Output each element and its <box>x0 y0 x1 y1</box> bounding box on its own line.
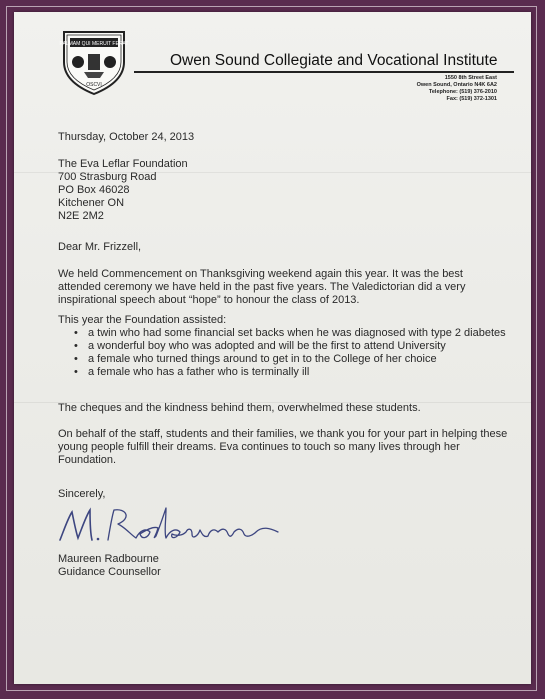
address-line: 1550 8th Street East <box>444 75 497 81</box>
list-item <box>58 340 508 353</box>
bullet-icon: • <box>74 366 78 378</box>
address-line: Owen Sound, Ontario N4K 6A2 <box>416 82 497 88</box>
list-item-text: a wonderful boy who was adopted and will be the first to attend University <box>88 340 446 352</box>
list-item <box>58 353 508 366</box>
recipient-line: N2E 2M2 <box>58 210 104 222</box>
recipient-address <box>58 158 508 223</box>
letterhead-rule <box>134 71 514 73</box>
paragraph: On behalf of the staff, students and their families, we thank you for your part in helping these young people fulfill their dreams. Eva continues to touch so many lives through her Foundation. <box>58 428 508 466</box>
list-item-text: a female who has a father who is terminally ill <box>88 366 310 378</box>
telephone: Telephone: (519) 376-2010 <box>428 89 497 95</box>
recipient-line: PO Box 46028 <box>58 184 130 196</box>
paragraph: The cheques and the kindness behind them, overwhelmed these students. <box>58 402 421 414</box>
bullet-icon: • <box>74 340 78 352</box>
letter-date: Thursday, October 24, 2013 <box>58 131 195 143</box>
list-item <box>58 327 508 340</box>
recipient-line: 700 Strasburg Road <box>58 171 157 183</box>
signer-name: Maureen Radbourne <box>58 553 159 565</box>
assisted-list <box>58 327 508 379</box>
fax: Fax: (519) 372-1301 <box>446 96 497 102</box>
letter-page <box>14 12 531 684</box>
crest-motto: PALMAM QUI MERUIT FERAT <box>59 41 129 47</box>
list-item-text: a twin who had some financial set backs when he was diagnosed with type 2 diabetes <box>88 327 506 339</box>
recipient-line: The Eva Leflar Foundation <box>58 158 188 170</box>
school-crest-icon <box>58 26 130 96</box>
list-item-text: a female who turned things around to get in to the College of her choice <box>88 353 437 365</box>
bullet-icon: • <box>74 327 78 339</box>
school-name: Owen Sound Collegiate and Vocational Institute <box>170 52 498 69</box>
crest-initials: OSCVI <box>86 82 102 88</box>
recipient-line: Kitchener ON <box>58 197 125 209</box>
signer-title: Guidance Counsellor <box>58 566 161 578</box>
handwritten-signature <box>56 500 296 546</box>
assist-intro: This year the Foundation assisted: <box>58 314 227 326</box>
list-item <box>58 366 508 379</box>
bullet-icon: • <box>74 353 78 365</box>
paragraph: We held Commencement on Thanksgiving weekend again this year. It was the best attended ceremony we have held in the past five years. The Valedictorian did a very inspirational speech about “hope” to honour the class of 2013. <box>58 268 466 306</box>
school-address <box>417 75 497 103</box>
salutation: Dear Mr. Frizzell, <box>58 241 142 253</box>
closing: Sincerely, <box>58 488 106 500</box>
